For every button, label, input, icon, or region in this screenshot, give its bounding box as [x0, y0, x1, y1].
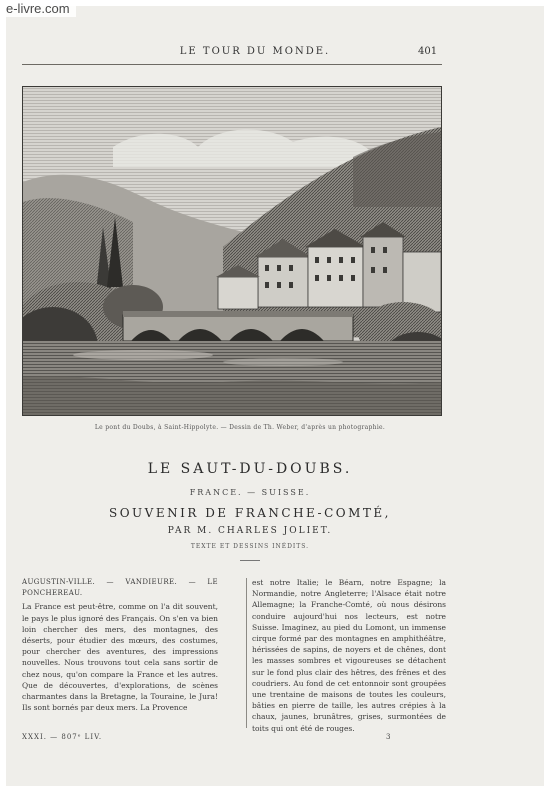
engraving-drawing: [23, 87, 441, 415]
article-note: TEXTE ET DESSINS INÉDITS.: [190, 543, 310, 550]
article-secondary-title: SOUVENIR DE FRANCHE-COMTÉ,: [109, 506, 391, 520]
header-rule: [22, 64, 442, 65]
column-left-text: La France est peut-être, comme on l'a dit souvent, le pays le plus ignoré des Français. On s'en va bien loin chercher des mers, des montagnes, des déserts, pour étudier des mœurs, des costumes, pour chercher des aventures, des impressions nouvelles. Nous trouvons tout cela sans sortir de chez nous, qu'on compare la France et les autres. Que de découvertes, d'explorations, de scènes charmantes dans la Bretagne, la Touraine, le Jura! Ils sont bornés par deux mers. La Provence: [22, 602, 218, 713]
footer-signature: XXXI. — 807ᵉ LIV.: [22, 733, 103, 741]
stone-bridge: [123, 311, 353, 341]
illustration-caption: Le pont du Doubs, à Saint-Hippolyte. — Dessin de Th. Weber, d'après un photographie.: [94, 424, 386, 431]
text-column-right: [252, 577, 446, 734]
column-right-text: est notre Italie; le Béarn, notre Espagne; la Normandie, notre Angleterre; l'Alsace était notre Allemagne; la Franche-Comté, où nous désirons conduire aujourd'hui nos lecteurs, est notre Suisse. Imaginez, au pied du Lomont, un immense cirque formé par des montagnes en amphithéâtre, hérissées de sapins, de noyers et de chênes, dont les masses sombres et vigoureuses se détachent sur le fond plus clair des hêtres, des frênes et des coudriers. Au fond de cet entonnoir sont groupées une trentaine de maisons de toutes les couleurs, bâties en pierre de taille, les autres crépies à la chaux, jaunes, brunâtres, grises, surmontées de toits qui ont été de rouges.: [252, 578, 446, 733]
title-ornament-rule: [240, 560, 260, 561]
text-column-left: [22, 577, 218, 713]
footer-sheet-number: 3: [386, 733, 391, 741]
chapter-summary: AUGUSTIN-VILLE. — VANDIEURE. — LE PONCHEREAU.: [22, 578, 218, 598]
article-byline: PAR M. CHARLES JOLIET.: [167, 526, 333, 536]
column-divider: [246, 578, 247, 728]
watermark: e-livre.com: [0, 0, 76, 17]
page-number: 401: [418, 46, 438, 57]
engraving-illustration: [22, 86, 442, 416]
article-subtitle: FRANCE. — SUISSE.: [189, 488, 311, 497]
article-title: LE SAUT-DU-DOUBS.: [147, 461, 353, 477]
running-head: LE TOUR DU MONDE.: [179, 46, 331, 57]
